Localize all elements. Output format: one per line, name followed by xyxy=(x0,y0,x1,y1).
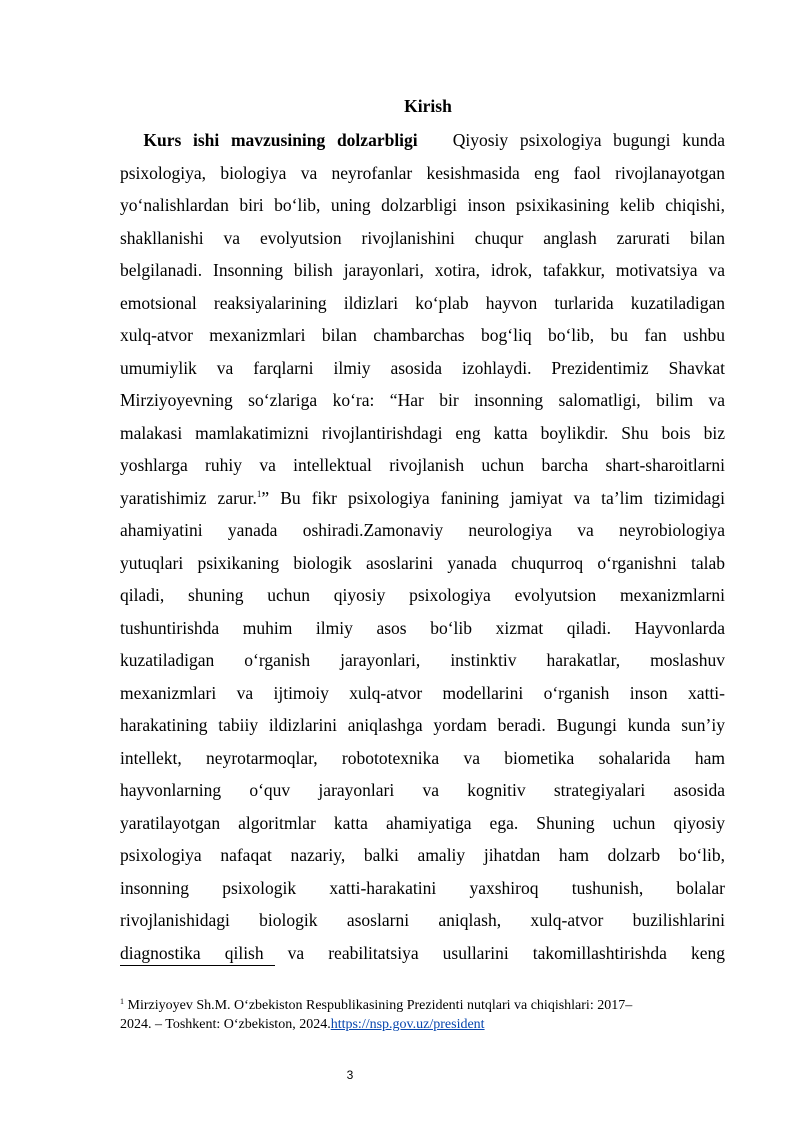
footnote-link[interactable]: https://nsp.gov.uz/president xyxy=(330,1017,485,1032)
body-line: intellekt, neyrotarmoqlar, robototexnika va biometika sohalarida ham xyxy=(120,748,725,768)
body-line: yutuqlari psixikaning biologik asoslarini yanada chuqurroq o‘rganishni talab xyxy=(120,553,725,573)
footnote-separator xyxy=(120,965,275,966)
footnote-line: $^1$ Mirziyoyev Sh.M. O‘zbekiston Respublikasining Prezidenti nutqlari va chiqishlari: 2017– xyxy=(120,997,633,1013)
body-line: insonning psixologik xatti-harakatini yaxshiroq tushunish, bolalar xyxy=(120,878,725,898)
body-line: harakatining tabiiy ildizlarini aniqlashga yordam beradi. Bugungi kunda sun’iy xyxy=(120,715,725,735)
body-line: umumiylik va farqlarni ilmiy asosida izohlaydi. Prezidentimiz Shavkat xyxy=(120,358,725,378)
body-line: yoshlarga ruhiy va intellektual rivojlanish uchun barcha shart-sharoitlarni xyxy=(120,455,725,475)
body-line: yo‘nalishlardan biri bo‘lib, uning dolzarbligi inson psixikasining kelib chiqishi, xyxy=(120,195,725,215)
body-line: mexanizmlari va ijtimoiy xulq-atvor modellarini o‘rganish inson xatti- xyxy=(120,683,725,703)
footnote-line: 2024. – Toshkent: O‘zbekiston, 2024.https://nsp.gov.uz/president xyxy=(120,1017,485,1032)
body-line: psixologiya, biologiya va neyrofanlar kesishmasida eng faol rivojlanayotgan xyxy=(120,163,725,183)
body-line: yaratilayotgan algoritmlar katta ahamiyatiga ega. Shuning uchun qiyosiy xyxy=(120,813,725,833)
body-line: malakasi mamlakatimizni rivojlantirishdagi eng katta boylikdir. Shu bois biz xyxy=(120,423,725,443)
body-line: diagnostika qilish va reabilitatsiya usullarini takomillashtirishda keng xyxy=(120,943,725,963)
body-line: psixologiya nafaqat nazariy, balki amaliy jihatdan ham dolzarb bo‘lib, xyxy=(120,845,725,865)
body-line: hayvonlarning o‘quv jarayonlari va kognitiv strategiyalari asosida xyxy=(120,780,725,800)
body-line: xulq-atvor mexanizmlari bilan chambarchas bog‘liq bo‘lib, bu fan ushbu xyxy=(120,325,725,345)
page-number: 3 xyxy=(346,1068,354,1082)
body-line: emotsional reaksiyalarining ildizlari ko‘plab hayvon turlarida kuzatiladigan xyxy=(120,293,725,313)
body-line: ahamiyatini yanada oshiradi.Zamonaviy neurologiya va neyrobiologiya xyxy=(120,520,725,540)
body-line: kuzatiladigan o‘rganish jarayonlari, instinktiv harakatlar, moslashuv xyxy=(120,650,725,670)
lead-heading: Kurs ishi mavzusining dolzarbligi xyxy=(143,130,418,150)
body-line: yaratishimiz zarur.$^1$” Bu fikr psixologiya fanining jamiyat va ta’lim tizimidagi xyxy=(120,488,725,508)
body-line: Kurs ishi mavzusining dolzarbligi Qiyosiy psixologiya bugungi kunda xyxy=(143,130,725,150)
body-line: Mirziyoyevning so‘zlariga ko‘ra: “Har bir insonning salomatligi, bilim va xyxy=(120,390,725,410)
body-line: tushuntirishda muhim ilmiy asos bo‘lib xizmat qiladi. Hayvonlarda xyxy=(120,618,725,638)
body-line: qiladi, shuning uchun qiyosiy psixologiya evolyutsion mexanizmlarni xyxy=(120,585,725,605)
body-line: rivojlanishidagi biologik asoslarni aniqlash, xulq-atvor buzilishlarini xyxy=(120,910,725,930)
footnote-reference[interactable]: 1 xyxy=(256,489,262,499)
body-line: belgilanadi. Insonning bilish jarayonlari, xotira, idrok, tafakkur, motivatsiya va xyxy=(120,260,725,280)
section-title: Kirish xyxy=(404,96,452,116)
footnote-marker: 1 xyxy=(120,997,124,1006)
body-line: shakllanishi va evolyutsion rivojlanishini chuqur anglash zarurati bilan xyxy=(120,228,725,248)
